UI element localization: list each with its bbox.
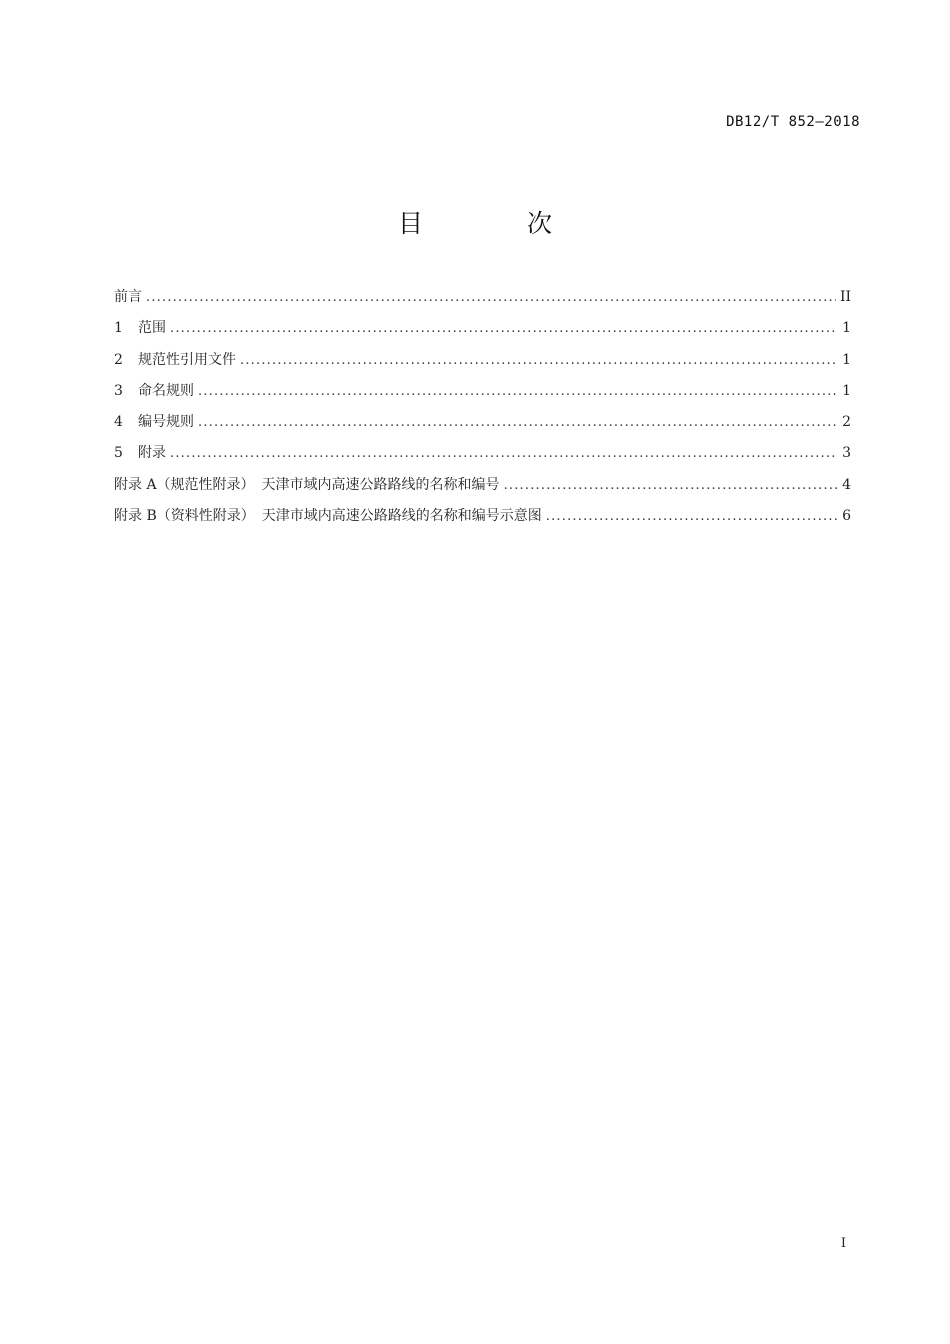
- toc-entry-label: 附录 B（资料性附录） 天津市域内高速公路路线的名称和编号示意图: [114, 508, 542, 525]
- toc-entry-number: 5: [114, 445, 123, 462]
- toc-leader-dots: [198, 415, 837, 430]
- toc-entry-page: 2: [842, 414, 851, 431]
- toc-entry-page: 1: [842, 351, 851, 368]
- toc-leader-dots: [198, 384, 837, 399]
- toc-entry-normative-references[interactable]: [114, 349, 851, 380]
- toc-entry-appendix-b[interactable]: [114, 505, 851, 536]
- toc-entry-label: [114, 442, 166, 462]
- toc-entry-naming-rules[interactable]: [114, 380, 851, 411]
- toc-entry-number: 4: [114, 414, 123, 431]
- toc-entry-label: [114, 380, 194, 400]
- toc-leader-dots: [146, 290, 836, 305]
- toc-entry-foreword[interactable]: [114, 286, 851, 317]
- toc-entry-page: 4: [842, 476, 851, 493]
- toc-entry-text: 命名规则: [138, 382, 194, 399]
- page-title: 目 次: [398, 209, 600, 238]
- toc-entry-appendix-a[interactable]: [114, 474, 851, 505]
- toc-entry-scope[interactable]: [114, 317, 851, 348]
- page-number: I: [840, 1236, 846, 1251]
- toc-leader-dots: [240, 353, 837, 368]
- toc-leader-dots: [546, 509, 837, 524]
- toc-entry-text: 范围: [138, 320, 166, 337]
- toc-leader-dots: [170, 446, 837, 461]
- document-code: DB12/T 852—2018: [726, 114, 860, 130]
- toc-entry-label: 前言: [114, 289, 142, 305]
- toc-leader-dots: [170, 321, 837, 336]
- toc-entry-number: 3: [114, 382, 123, 399]
- toc-entry-page: 3: [842, 445, 851, 462]
- toc-entry-label: [114, 317, 166, 337]
- toc-entry-appendix[interactable]: [114, 442, 851, 473]
- toc-entry-label: 附录 A（规范性附录） 天津市域内高速公路路线的名称和编号: [114, 476, 500, 493]
- toc-entry-page: 6: [842, 508, 851, 525]
- toc-entry-page: 1: [842, 382, 851, 399]
- toc-entry-text: 规范性引用文件: [138, 351, 236, 368]
- toc-entry-text: 附录: [138, 445, 166, 462]
- toc-entry-number: 1: [114, 320, 123, 337]
- toc-entry-page: II: [839, 289, 851, 305]
- toc-entry-number: 2: [114, 351, 123, 368]
- toc-leader-dots: [504, 478, 837, 493]
- toc-entry-text: 编号规则: [138, 414, 194, 431]
- table-of-contents: [114, 286, 851, 536]
- toc-entry-page: 1: [842, 320, 851, 337]
- toc-entry-numbering-rules[interactable]: [114, 411, 851, 442]
- toc-entry-label: [114, 411, 194, 431]
- toc-entry-label: [114, 349, 236, 369]
